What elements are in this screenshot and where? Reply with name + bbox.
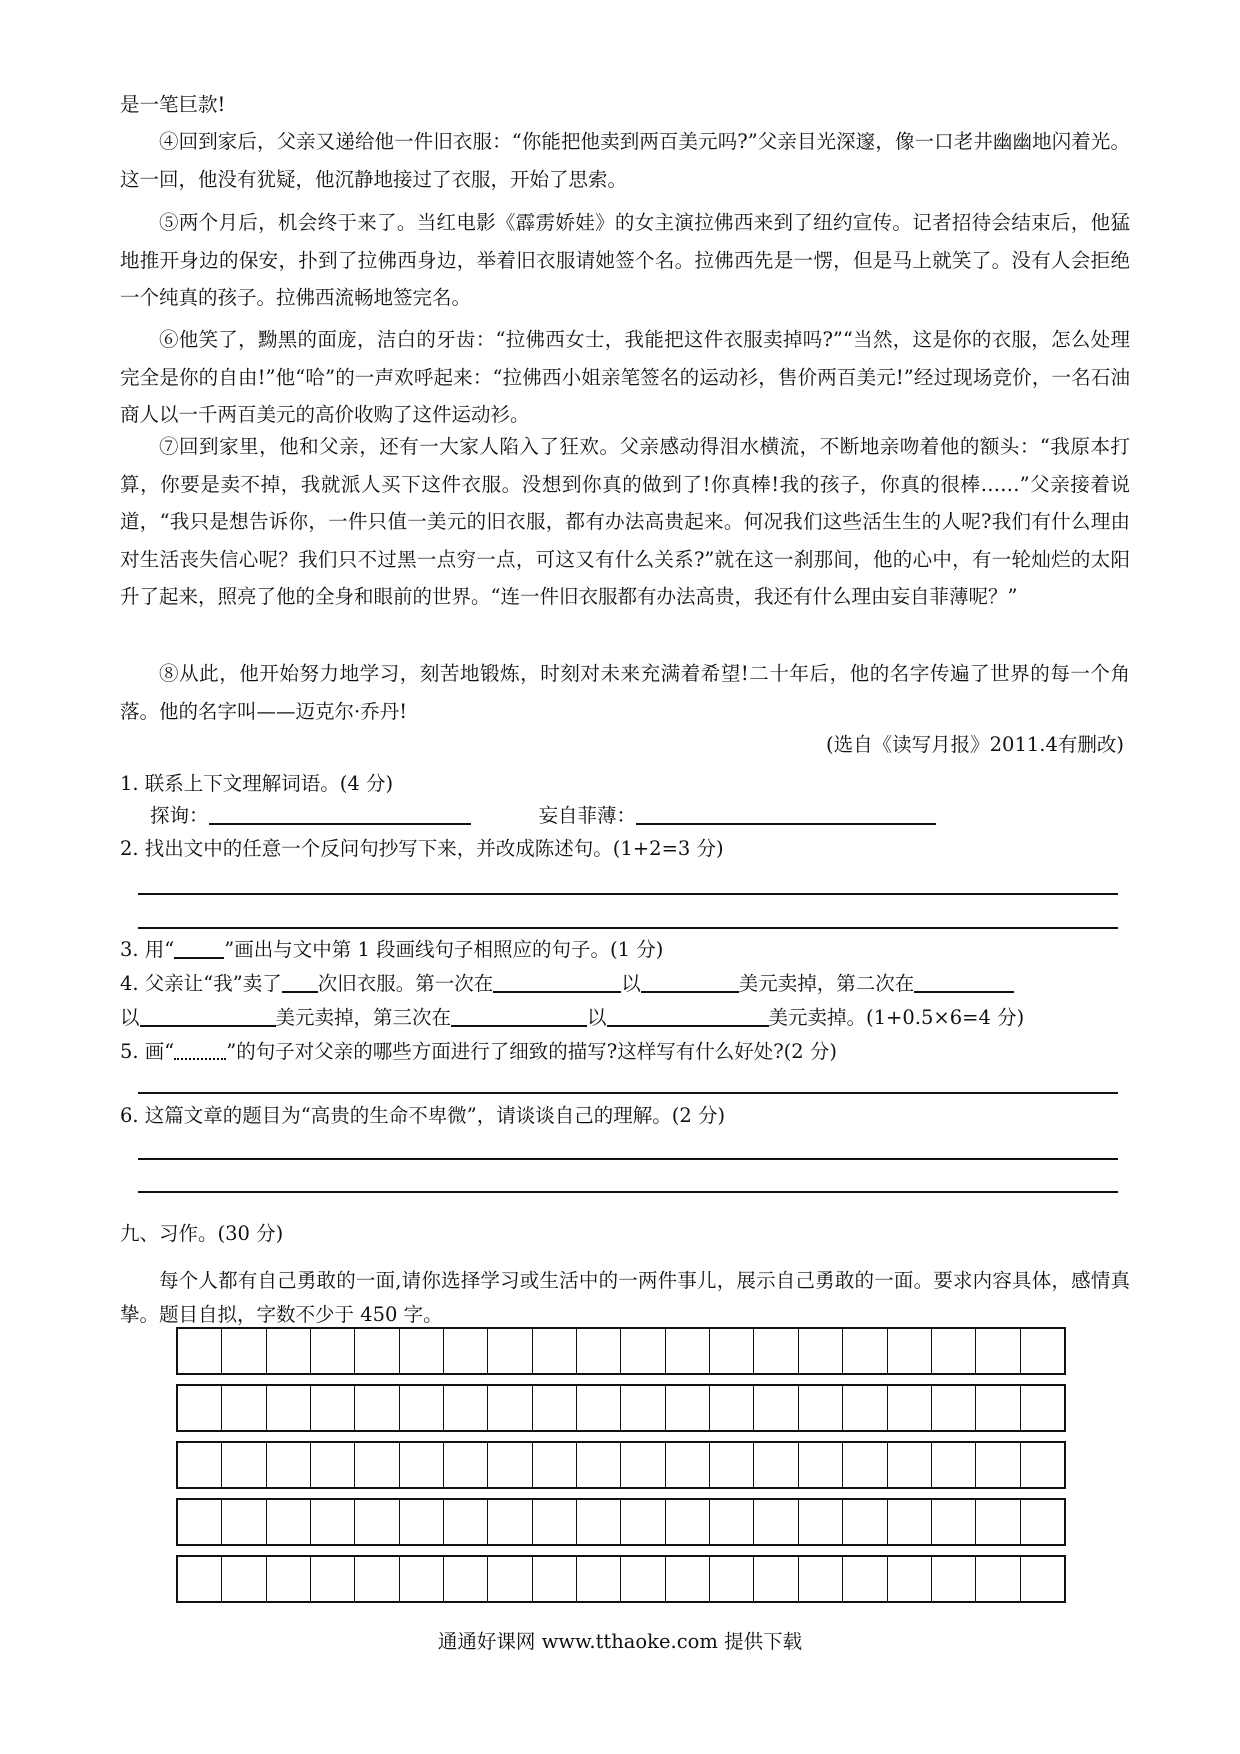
q3-text-pre: 3. 用“ [120, 938, 175, 961]
grid-cell[interactable] [577, 1443, 621, 1487]
q2-answer-line-1[interactable] [138, 893, 1118, 895]
grid-cell[interactable] [621, 1329, 665, 1373]
grid-cell[interactable] [1021, 1557, 1064, 1601]
q4-blank-price-2[interactable] [140, 1005, 276, 1027]
grid-cell[interactable] [311, 1329, 355, 1373]
question-3 [120, 935, 663, 965]
grid-cell[interactable] [533, 1500, 577, 1544]
q4-blank-count[interactable] [282, 971, 318, 993]
grid-cell[interactable] [311, 1500, 355, 1544]
grid-row[interactable] [176, 1555, 1066, 1603]
grid-cell[interactable] [178, 1557, 222, 1601]
grid-cell[interactable] [843, 1500, 887, 1544]
grid-cell[interactable] [533, 1443, 577, 1487]
q2-answer-line-2[interactable] [138, 927, 1118, 929]
page-footer: 通通好课网 www.tthaoke.com 提供下载 [437, 1630, 803, 1653]
q4-blank-place-1[interactable] [493, 971, 621, 993]
grid-cell[interactable] [754, 1386, 798, 1430]
grid-cell[interactable] [355, 1386, 399, 1430]
grid-cell[interactable] [400, 1386, 444, 1430]
grid-cell[interactable] [666, 1329, 710, 1373]
grid-cell[interactable] [178, 1386, 222, 1430]
q4-text-b: 次旧衣服。第一次在 [317, 972, 494, 995]
grid-cell[interactable] [799, 1329, 843, 1373]
grid-cell[interactable] [932, 1557, 976, 1601]
composition-prompt: 每个人都有自己勇敢的一面,请你选择学习或生活中的一两件事儿，展示自己勇敢的一面。要求内容具体，感情真挚。题目自拟，字数不少于 450 字。 [120, 1269, 1130, 1326]
grid-cell[interactable] [400, 1329, 444, 1373]
q4-text-d: 美元卖掉，第二次在 [738, 972, 915, 995]
grid-cell[interactable] [355, 1500, 399, 1544]
grid-cell[interactable] [621, 1557, 665, 1601]
grid-cell[interactable] [976, 1443, 1020, 1487]
grid-cell[interactable] [888, 1557, 932, 1601]
grid-cell[interactable] [267, 1329, 311, 1373]
grid-row[interactable] [176, 1384, 1066, 1432]
question-1-blanks [150, 801, 936, 831]
paragraph-6: ⑥他笑了，黝黑的面庞，洁白的牙齿：“拉佛西女士，我能把这件衣服卖掉吗?”“当然，这是你的衣服，怎么处理完全是你的自由!”他“哈”的一声欢呼起来：“拉佛西小姐亲笔签名的运动衫，售价两百美元!”经过现场竞价，一名石油商人以一千两百美元的高价收购了这件运动衫。 [120, 328, 1130, 426]
grid-cell[interactable] [710, 1443, 754, 1487]
grid-cell[interactable] [267, 1443, 311, 1487]
grid-cell[interactable] [843, 1386, 887, 1430]
grid-cell[interactable] [577, 1329, 621, 1373]
grid-cell[interactable] [754, 1500, 798, 1544]
grid-cell[interactable] [976, 1500, 1020, 1544]
grid-cell[interactable] [355, 1443, 399, 1487]
grid-cell[interactable] [843, 1557, 887, 1601]
q4-text-h: 美元卖掉。(1+0.5×6=4 分) [768, 1006, 1025, 1029]
grid-cell[interactable] [888, 1386, 932, 1430]
grid-cell[interactable] [888, 1500, 932, 1544]
paragraph-5: ⑤两个月后，机会终于来了。当红电影《霹雳娇娃》的女主演拉佛西来到了纽约宣传。记者招待会结束后，他猛地推开身边的保安，扑到了拉佛西身边，举着旧衣服请她签个名。拉佛西先是一愣，但是马上就笑了。没有人会拒绝一个纯真的孩子。拉佛西流畅地签完名。 [120, 211, 1130, 309]
grid-cell[interactable] [222, 1557, 266, 1601]
question-6: 6. 这篇文章的题目为“高贵的生命不卑微”，请谈谈自己的理解。(2 分) [120, 1104, 726, 1127]
grid-cell[interactable] [488, 1329, 532, 1373]
q4-text-e: 以 [120, 1006, 140, 1029]
grid-cell[interactable] [444, 1443, 488, 1487]
paragraph-7: ⑦回到家里，他和父亲，还有一大家人陷入了狂欢。父亲感动得泪水横流，不断地亲吻着他的额头：“我原本打算，你要是卖不掉，我就派人买下这件衣服。没想到你真的做到了!你真棒!我的孩子，你真的很棒……”父亲接着说道，“我只是想告诉你，一件只值一美元的旧衣服，都有办法高贵起来。何况我们这些活生生的人呢?我们有什么理由对生活丧失信心呢？我们只不过黑一点穷一点，可这又有什么关系?”就在这一刹那间，他的心中，有一轮灿烂的太阳升了起来，照亮了他的全身和眼前的世界。“连一件旧衣服都有办法高贵，我还有什么理由妄自菲薄呢？” [120, 435, 1130, 608]
grid-cell[interactable] [533, 1557, 577, 1601]
grid-cell[interactable] [1021, 1386, 1064, 1430]
grid-cell[interactable] [488, 1557, 532, 1601]
grid-cell[interactable] [444, 1500, 488, 1544]
q4-text-g: 以 [587, 1006, 607, 1029]
grid-cell[interactable] [488, 1386, 532, 1430]
grid-cell[interactable] [621, 1443, 665, 1487]
grid-row[interactable] [176, 1327, 1066, 1375]
grid-cell[interactable] [710, 1500, 754, 1544]
grid-cell[interactable] [888, 1329, 932, 1373]
grid-cell[interactable] [843, 1329, 887, 1373]
grid-cell[interactable] [355, 1557, 399, 1601]
grid-cell[interactable] [932, 1386, 976, 1430]
q5-answer-line[interactable] [138, 1092, 1118, 1094]
passage-source: (选自《读写月报》2011.4有删改) [826, 733, 1124, 756]
paragraph-4: ④回到家后，父亲又递给他一件旧衣服：“你能把他卖到两百美元吗?”父亲目光深邃，像一口老井幽幽地闪着光。这一回，他没有犹疑，他沉静地接过了衣服，开始了思索。 [120, 130, 1130, 191]
grid-cell[interactable] [267, 1386, 311, 1430]
q4-blank-price-1[interactable] [641, 971, 739, 993]
grid-cell[interactable] [710, 1557, 754, 1601]
grid-cell[interactable] [1021, 1443, 1064, 1487]
q4-text-f: 美元卖掉，第三次在 [275, 1006, 452, 1029]
grid-cell[interactable] [222, 1329, 266, 1373]
grid-cell[interactable] [754, 1443, 798, 1487]
grid-cell[interactable] [533, 1329, 577, 1373]
q5-wavy-sample [174, 1044, 226, 1060]
grid-cell[interactable] [932, 1329, 976, 1373]
grid-cell[interactable] [267, 1500, 311, 1544]
grid-cell[interactable] [621, 1500, 665, 1544]
grid-cell[interactable] [222, 1443, 266, 1487]
grid-cell[interactable] [488, 1443, 532, 1487]
q4-text-a: 4. 父亲让“我”卖了 [120, 972, 282, 995]
q6-answer-line-2[interactable] [138, 1191, 1118, 1193]
grid-cell[interactable] [976, 1557, 1020, 1601]
question-4-line-2 [120, 1003, 1024, 1033]
grid-cell[interactable] [222, 1500, 266, 1544]
grid-cell[interactable] [400, 1443, 444, 1487]
grid-cell[interactable] [577, 1386, 621, 1430]
grid-cell[interactable] [932, 1443, 976, 1487]
q4-blank-place-2[interactable] [914, 971, 1014, 993]
grid-cell[interactable] [311, 1557, 355, 1601]
grid-cell[interactable] [888, 1443, 932, 1487]
paragraph-3-end: 是一笔巨款! [120, 93, 226, 116]
grid-cell[interactable] [533, 1386, 577, 1430]
grid-cell[interactable] [311, 1386, 355, 1430]
grid-cell[interactable] [799, 1386, 843, 1430]
q6-answer-line-1[interactable] [138, 1158, 1118, 1160]
question-5 [120, 1037, 837, 1067]
paragraph-8: ⑧从此，他开始努力地学习，刻苦地锻炼，时刻对未来充满着希望!二十年后，他的名字传遍了世界的每一个角落。他的名字叫——迈克尔·乔丹! [120, 662, 1130, 723]
q1-label-a: 探询： [150, 804, 209, 827]
grid-cell[interactable] [843, 1443, 887, 1487]
q4-blank-price-3[interactable] [607, 1005, 769, 1027]
grid-cell[interactable] [666, 1500, 710, 1544]
grid-cell[interactable] [577, 1557, 621, 1601]
grid-cell[interactable] [222, 1386, 266, 1430]
grid-cell[interactable] [488, 1500, 532, 1544]
grid-cell[interactable] [400, 1500, 444, 1544]
grid-cell[interactable] [178, 1443, 222, 1487]
grid-cell[interactable] [976, 1329, 1020, 1373]
grid-cell[interactable] [932, 1500, 976, 1544]
grid-cell[interactable] [1021, 1500, 1064, 1544]
grid-cell[interactable] [754, 1329, 798, 1373]
grid-cell[interactable] [267, 1557, 311, 1601]
q1-label-b: 妄自菲薄： [538, 804, 637, 827]
grid-cell[interactable] [621, 1386, 665, 1430]
question-2: 2. 找出文中的任意一个反问句抄写下来，并改成陈述句。(1+2=3 分) [120, 837, 724, 860]
grid-cell[interactable] [400, 1557, 444, 1601]
section-9-heading: 九、习作。(30 分) [120, 1222, 284, 1245]
grid-cell[interactable] [666, 1386, 710, 1430]
grid-cell[interactable] [710, 1386, 754, 1430]
grid-row[interactable] [176, 1498, 1066, 1546]
grid-cell[interactable] [444, 1386, 488, 1430]
grid-cell[interactable] [976, 1386, 1020, 1430]
grid-cell[interactable] [355, 1329, 399, 1373]
question-1: 1. 联系上下文理解词语。(4 分) [120, 772, 394, 795]
q3-text-post: ”画出与文中第 1 段画线句子相照应的句子。(1 分) [224, 938, 664, 961]
grid-cell[interactable] [666, 1443, 710, 1487]
q1-blank-b[interactable] [636, 803, 936, 825]
grid-cell[interactable] [311, 1443, 355, 1487]
grid-cell[interactable] [577, 1500, 621, 1544]
grid-cell[interactable] [178, 1500, 222, 1544]
q4-blank-place-3[interactable] [451, 1005, 587, 1027]
grid-row[interactable] [176, 1441, 1066, 1489]
grid-cell[interactable] [444, 1329, 488, 1373]
grid-cell[interactable] [710, 1329, 754, 1373]
q5-text-post: ”的句子对父亲的哪些方面进行了细致的描写?这样写有什么好处?(2 分) [226, 1040, 837, 1063]
q3-underline-sample [174, 937, 224, 959]
q5-text-pre: 5. 画“ [120, 1040, 175, 1063]
grid-cell[interactable] [799, 1500, 843, 1544]
question-4-line-1 [120, 969, 1014, 999]
q4-text-c: 以 [621, 972, 641, 995]
grid-cell[interactable] [666, 1557, 710, 1601]
grid-cell[interactable] [444, 1557, 488, 1601]
grid-cell[interactable] [799, 1443, 843, 1487]
grid-cell[interactable] [799, 1557, 843, 1601]
q1-blank-a[interactable] [209, 803, 471, 825]
grid-cell[interactable] [754, 1557, 798, 1601]
grid-cell[interactable] [1021, 1329, 1064, 1373]
grid-cell[interactable] [178, 1329, 222, 1373]
